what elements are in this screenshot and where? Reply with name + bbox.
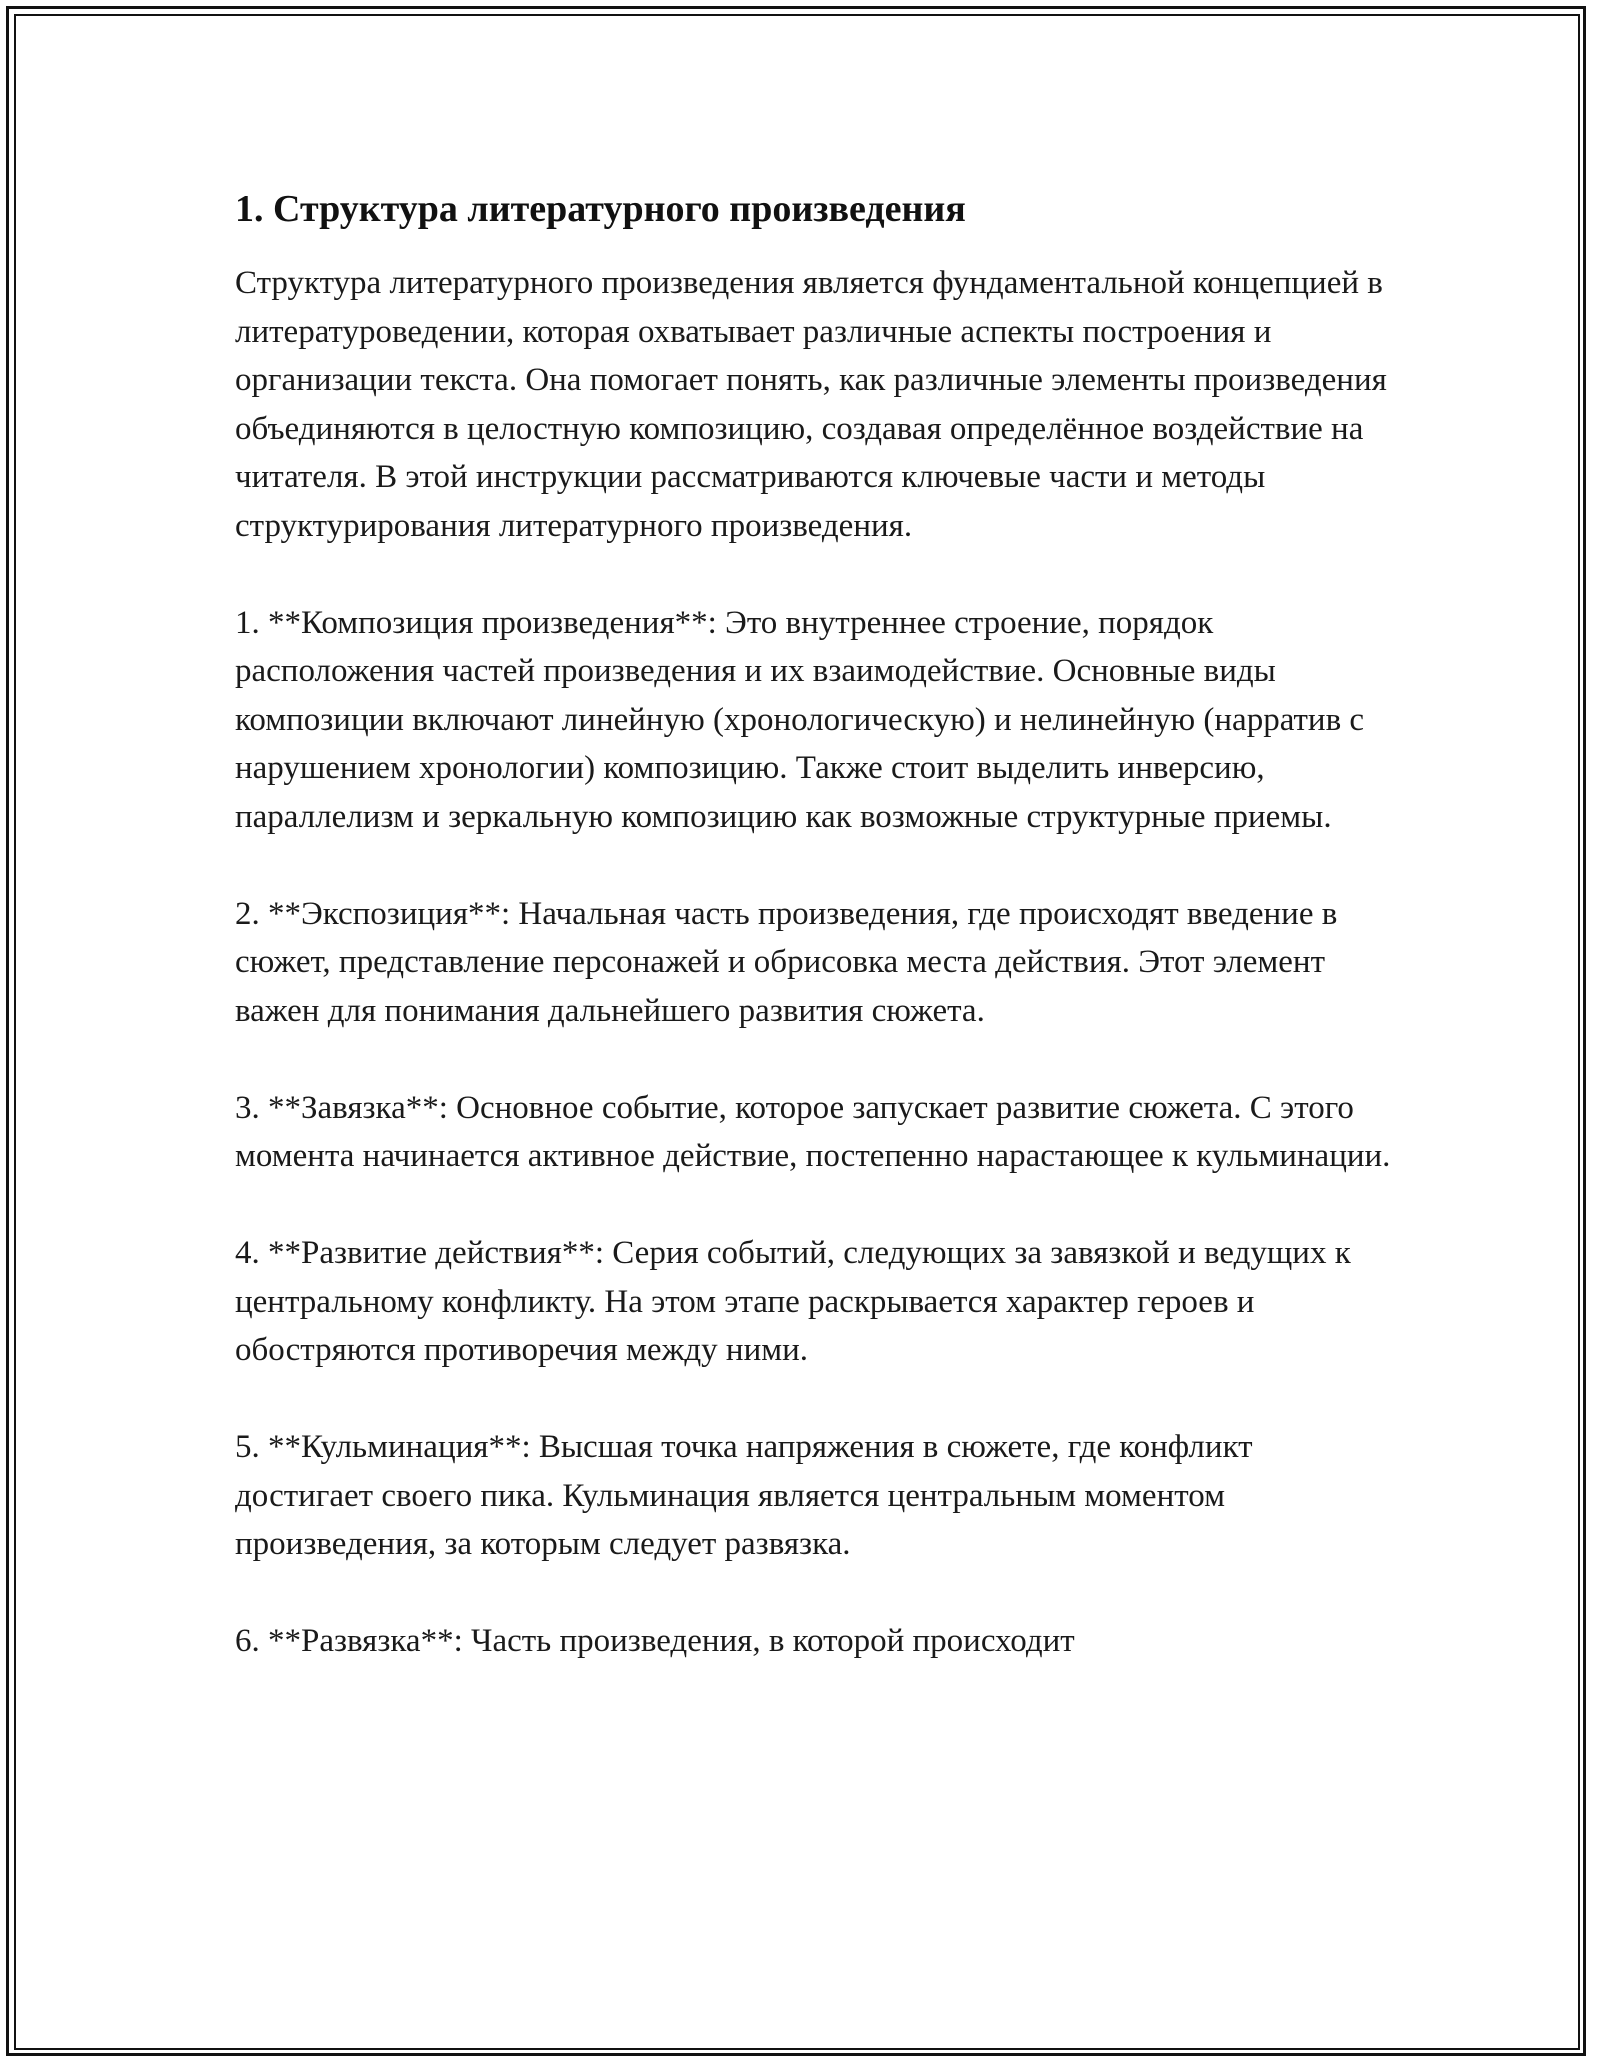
paragraph-climax: 5. **Кульминация**: Высшая точка напряжения в сюжете, где конфликт достигает своего пика. Кульминация является центральным моментом произведения, за которым следует развязка. <box>235 1429 1253 1562</box>
paragraph-exposition: 2. **Экспозиция**: Начальная часть произведения, где происходят введение в сюжет, представление персонажей и обрисовка места действия. Этот элемент важен для понимания дальнейшего развития сюжета. <box>235 895 1338 1029</box>
intro-paragraph: Структура литературного произведения является фундаментальной концепцией в литературоведении, которая охватывает различные аспекты построения и организации текста. Она помогает понять, как различные элементы произведения объединяются в целостную композицию, создавая определённое воздействие на читателя. В этой инструкции рассматриваются ключевые части и методы структурирования литературного произведения. <box>235 265 1387 544</box>
document-body <box>235 185 1395 1714</box>
paragraph-composition: 1. **Композиция произведения**: Это внутреннее строение, порядок расположения частей произведения и их взаимодействие. Основные виды композиции включают линейную (хронологическую) и нелинейную (нарратив с нарушением хронологии) композицию. Также стоит выделить инверсию, параллелизм и зеркальную композицию как возможные структурные приемы. <box>235 604 1365 835</box>
paragraph-rising-action: 4. **Развитие действия**: Серия событий, следующих за завязкой и ведущих к центральному конфликту. На этом этапе раскрывается характер героев и обостряются противоречия между ними. <box>235 1235 1351 1368</box>
paragraph-plot-setup: 3. **Завязка**: Основное событие, которое запускает развитие сюжета. С этого момента начинается активное действие, постепенно нарастающее к кульминации. <box>235 1089 1391 1174</box>
paragraph-resolution: 6. **Развязка**: Часть произведения, в которой происходит <box>235 1623 1075 1659</box>
document-title: 1. Структура литературного произведения <box>235 188 966 230</box>
